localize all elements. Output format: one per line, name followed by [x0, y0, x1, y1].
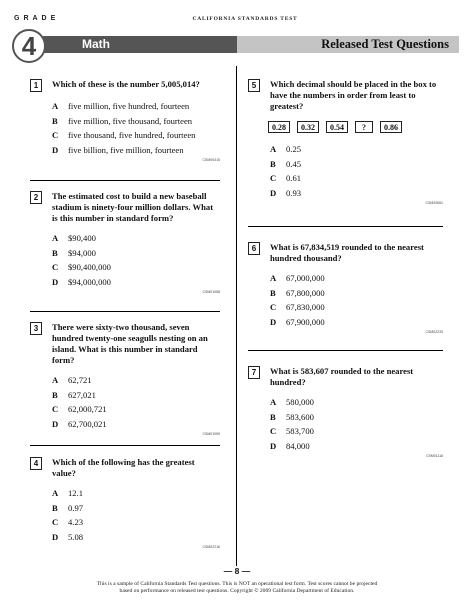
choice-text: 67,000,000	[286, 273, 325, 283]
question-code: CSM01058	[202, 290, 220, 294]
choice-d[interactable]	[270, 440, 443, 455]
question-7	[248, 366, 443, 458]
choice-text: 62,000,721	[68, 404, 107, 414]
choice-letter: D	[52, 276, 59, 287]
question-code: CSM00415	[202, 158, 220, 162]
choice-letter: A	[270, 273, 277, 283]
choice-c[interactable]	[270, 172, 443, 187]
question-code: CSM20651	[425, 201, 443, 205]
section-title: Released Test Questions	[237, 36, 459, 53]
footer-line-1: This is a sample of California Standards Test questions. This is NOT an operational test form. Test scores cannot be projected	[96, 581, 378, 587]
choice-text: 62,721	[68, 375, 92, 385]
choice-c[interactable]	[52, 516, 220, 531]
choice-letter: B	[52, 115, 58, 126]
question-separator	[248, 350, 443, 351]
page-number: — 8 —	[223, 566, 251, 576]
choice-text: $94,000,000	[68, 276, 111, 287]
choice-letter: D	[52, 144, 59, 155]
choice-a[interactable]	[270, 396, 443, 411]
choice-text: 0.93	[286, 187, 302, 198]
choice-c[interactable]	[52, 261, 220, 276]
choice-d[interactable]	[270, 316, 443, 331]
choice-a[interactable]	[52, 232, 220, 247]
choice-a[interactable]	[270, 272, 443, 287]
grade-label: GRADE	[14, 15, 60, 22]
choice-letter: A	[52, 233, 59, 243]
choice-a[interactable]	[52, 100, 220, 115]
choice-text: $90,400	[68, 233, 96, 243]
choice-text: five billion, five million, fourteen	[68, 144, 184, 155]
choice-d[interactable]	[52, 418, 220, 433]
choice-c[interactable]	[270, 425, 443, 440]
footer-note	[50, 581, 424, 595]
choice-text: 67,830,000	[286, 302, 325, 312]
choice-letter: C	[52, 404, 59, 414]
question-text: Which of these is the number 5,005,014?	[52, 79, 200, 89]
answer-choices	[270, 272, 443, 330]
unknown-box: ?	[355, 121, 373, 133]
question-text: There were sixty-two thousand, seven hundred twenty-one seagulls nesting on an island. What is this number in standard form?	[52, 322, 208, 365]
choice-letter: C	[52, 130, 59, 140]
question-number: 4	[30, 457, 42, 470]
choice-letter: A	[52, 101, 59, 111]
choice-d[interactable]	[52, 144, 220, 159]
choice-text: 0.97	[68, 502, 84, 513]
choice-letter: B	[270, 158, 276, 169]
answer-choices	[52, 374, 220, 432]
choice-b[interactable]	[52, 115, 220, 130]
number-sequence	[268, 121, 443, 133]
footer-line-2: based on performance on released test questions. Copyright © 2009 California Department of Education.	[119, 588, 355, 595]
column-divider	[236, 66, 237, 566]
choice-b[interactable]	[270, 287, 443, 302]
choice-letter: B	[270, 287, 276, 298]
choice-letter: B	[52, 502, 58, 513]
choice-letter: C	[270, 173, 277, 183]
choice-text: 583,600	[286, 411, 314, 422]
choice-letter: C	[270, 302, 277, 312]
question-text: What is 583,607 rounded to the nearest hundred?	[270, 366, 414, 387]
sequence-box: 0.86	[380, 121, 402, 133]
choice-text: 4.23	[68, 517, 84, 527]
choice-b[interactable]	[52, 389, 220, 404]
choice-text: 627,021	[68, 389, 96, 400]
sequence-box: 0.54	[326, 121, 348, 133]
choice-text: five thousand, five hundred, fourteen	[68, 130, 196, 140]
choice-text: 5.08	[68, 531, 84, 542]
question-separator	[248, 226, 443, 227]
question-number: 1	[30, 79, 42, 92]
question-number: 2	[30, 191, 42, 204]
choice-c[interactable]	[270, 301, 443, 316]
choice-text: five million, five hundred, fourteen	[68, 101, 190, 111]
question-text: Which of the following has the greatest value?	[52, 457, 195, 478]
choice-a[interactable]	[270, 143, 443, 158]
question-number: 5	[248, 79, 260, 92]
choice-b[interactable]	[52, 247, 220, 262]
choice-text: 12.1	[68, 488, 84, 498]
choice-text: 583,700	[286, 426, 314, 436]
choice-letter: D	[270, 187, 277, 198]
sequence-box: 0.32	[297, 121, 319, 133]
choice-text: five million, five thousand, fourteen	[68, 115, 193, 126]
choice-letter: C	[52, 262, 59, 272]
choice-letter: B	[52, 389, 58, 400]
choice-letter: D	[270, 316, 277, 327]
question-4	[30, 457, 220, 549]
choice-text: 67,900,000	[286, 316, 325, 327]
question-2	[30, 191, 220, 294]
choice-a[interactable]	[52, 487, 220, 502]
choice-letter: A	[270, 144, 277, 154]
subject-title: Math	[30, 36, 237, 53]
question-code: CSM02216	[202, 545, 220, 549]
choice-text: 0.61	[286, 173, 302, 183]
grade-badge: 4	[12, 29, 46, 63]
question-code: CSM02233	[425, 330, 443, 334]
question-text: Which decimal should be placed in the box to have the numbers in order from least to greatest?	[270, 79, 437, 111]
question-3	[30, 322, 220, 436]
choice-text: $90,400,000	[68, 262, 111, 272]
choice-letter: D	[52, 531, 59, 542]
question-5	[248, 79, 443, 205]
test-name: CALIFORNIA STANDARDS TEST	[192, 16, 298, 22]
choice-letter: D	[270, 440, 277, 451]
choice-d[interactable]	[52, 276, 220, 291]
choice-b[interactable]	[270, 411, 443, 426]
choice-letter: A	[270, 397, 277, 407]
choice-d[interactable]	[52, 531, 220, 546]
choice-letter: B	[52, 247, 58, 258]
choice-text: 580,000	[286, 397, 314, 407]
answer-choices	[52, 100, 220, 158]
choice-letter: A	[52, 375, 59, 385]
choice-letter: D	[52, 418, 59, 429]
question-number: 3	[30, 322, 42, 335]
choice-text: 67,800,000	[286, 287, 325, 298]
answer-choices	[52, 487, 220, 545]
choice-b[interactable]	[52, 502, 220, 517]
sequence-box: 0.28	[268, 121, 290, 133]
choice-letter: C	[52, 517, 59, 527]
choice-text: 0.45	[286, 158, 302, 169]
header-bar	[30, 36, 459, 53]
choice-letter: B	[270, 411, 276, 422]
choice-text: 84,000	[286, 440, 310, 451]
answer-choices	[52, 232, 220, 290]
choice-text: 62,700,021	[68, 418, 107, 429]
question-text: What is 67,834,519 rounded to the nearest hundred thousand?	[270, 242, 424, 263]
question-separator	[30, 311, 220, 312]
question-number: 6	[248, 242, 260, 255]
choice-c[interactable]	[52, 129, 220, 144]
choice-d[interactable]	[270, 187, 443, 202]
choice-c[interactable]	[52, 403, 220, 418]
question-code: CSM01116	[426, 454, 443, 458]
answer-choices	[270, 396, 443, 454]
question-6	[248, 242, 443, 334]
question-code: CSM01059	[202, 432, 220, 436]
choice-a[interactable]	[52, 374, 220, 389]
question-separator	[30, 180, 220, 181]
choice-b[interactable]	[270, 158, 443, 173]
choice-text: $94,000	[68, 247, 96, 258]
choice-letter: C	[270, 426, 277, 436]
answer-choices	[270, 143, 443, 201]
question-1	[30, 79, 220, 162]
question-text: The estimated cost to build a new baseball stadium is ninety-four million dollars. What is this number in standard form?	[52, 191, 214, 223]
choice-text: 0.25	[286, 144, 302, 154]
question-separator	[30, 445, 220, 446]
choice-letter: A	[52, 488, 59, 498]
question-number: 7	[248, 366, 260, 379]
